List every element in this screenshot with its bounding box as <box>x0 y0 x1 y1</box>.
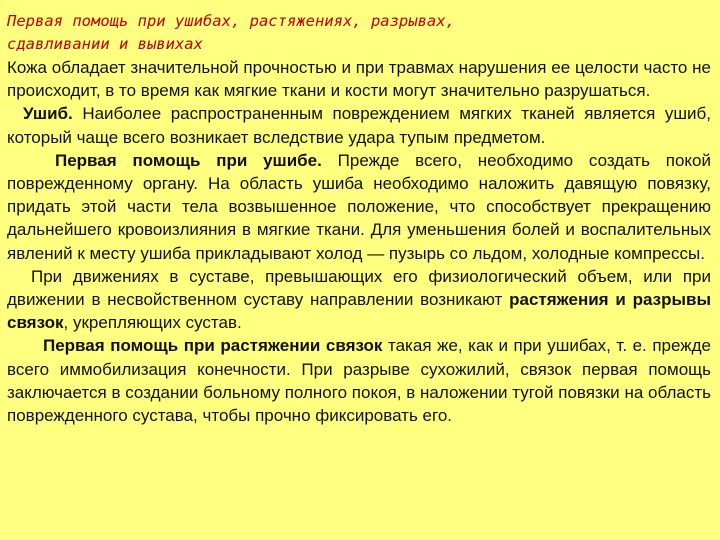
paragraph-sprain <box>7 265 711 335</box>
paragraph-skin: Кожа обладает значительной прочностью и при травмах нарушения ее целости часто не происходит, в то время как мягкие ткани и кости могут значительно разрушаться. <box>7 58 711 101</box>
body-text <box>7 56 711 427</box>
bruise-heading: Ушиб. <box>23 104 73 124</box>
paragraph-bruise <box>7 102 711 148</box>
bruise-first-aid-text: Прежде всего, необходимо создать покой поврежденному органу. На область ушиба необходимо наложить давящую повязку, придать этой части тела возвышенное положение, что способствует прекращению дальнейшего кровоизлияния в мягкие ткани. Для уменьшения болей и воспалительных явлений к месту ушиба прикладывают холод — пузырь со льдом, холодные компрессы. <box>7 150 711 263</box>
sprain-text: При движениях в суставе, превышающих его физиологический объем, или при движении в несвойственном суставу направлении возникают <box>7 266 711 310</box>
sprain-highlight: растяжения и разрывы связок <box>7 290 711 333</box>
paragraph-sprain-first-aid <box>7 334 711 427</box>
sprain-first-aid-heading: Первая помощь при растяжении связок <box>43 336 383 356</box>
slide-title <box>7 10 711 56</box>
sprain-first-aid-text: такая же, как и при ушибах, т. е. прежде всего иммобилизация конечности. При разрыве сухожилий, связок первая помощь заключается в создании больному полного покоя, в наложении тугой повязки на область поврежденного сустава, чтобы прочно фиксировать его. <box>7 336 711 426</box>
bruise-first-aid-heading: Первая помощь при ушибе. <box>55 150 322 170</box>
title-line-1: Первая помощь при ушибах, растяжениях, разрывах, <box>7 12 455 30</box>
bruise-text: Наиболее распространенным повреждением мягких тканей является ушиб, который чаще всего возникает вследствие удара тупым предметом. <box>7 104 711 147</box>
paragraph-bruise-first-aid <box>7 149 711 265</box>
title-line-2: сдавливании и вывихах <box>7 35 203 53</box>
sprain-text-end: , укрепляющих сустав. <box>63 313 242 333</box>
